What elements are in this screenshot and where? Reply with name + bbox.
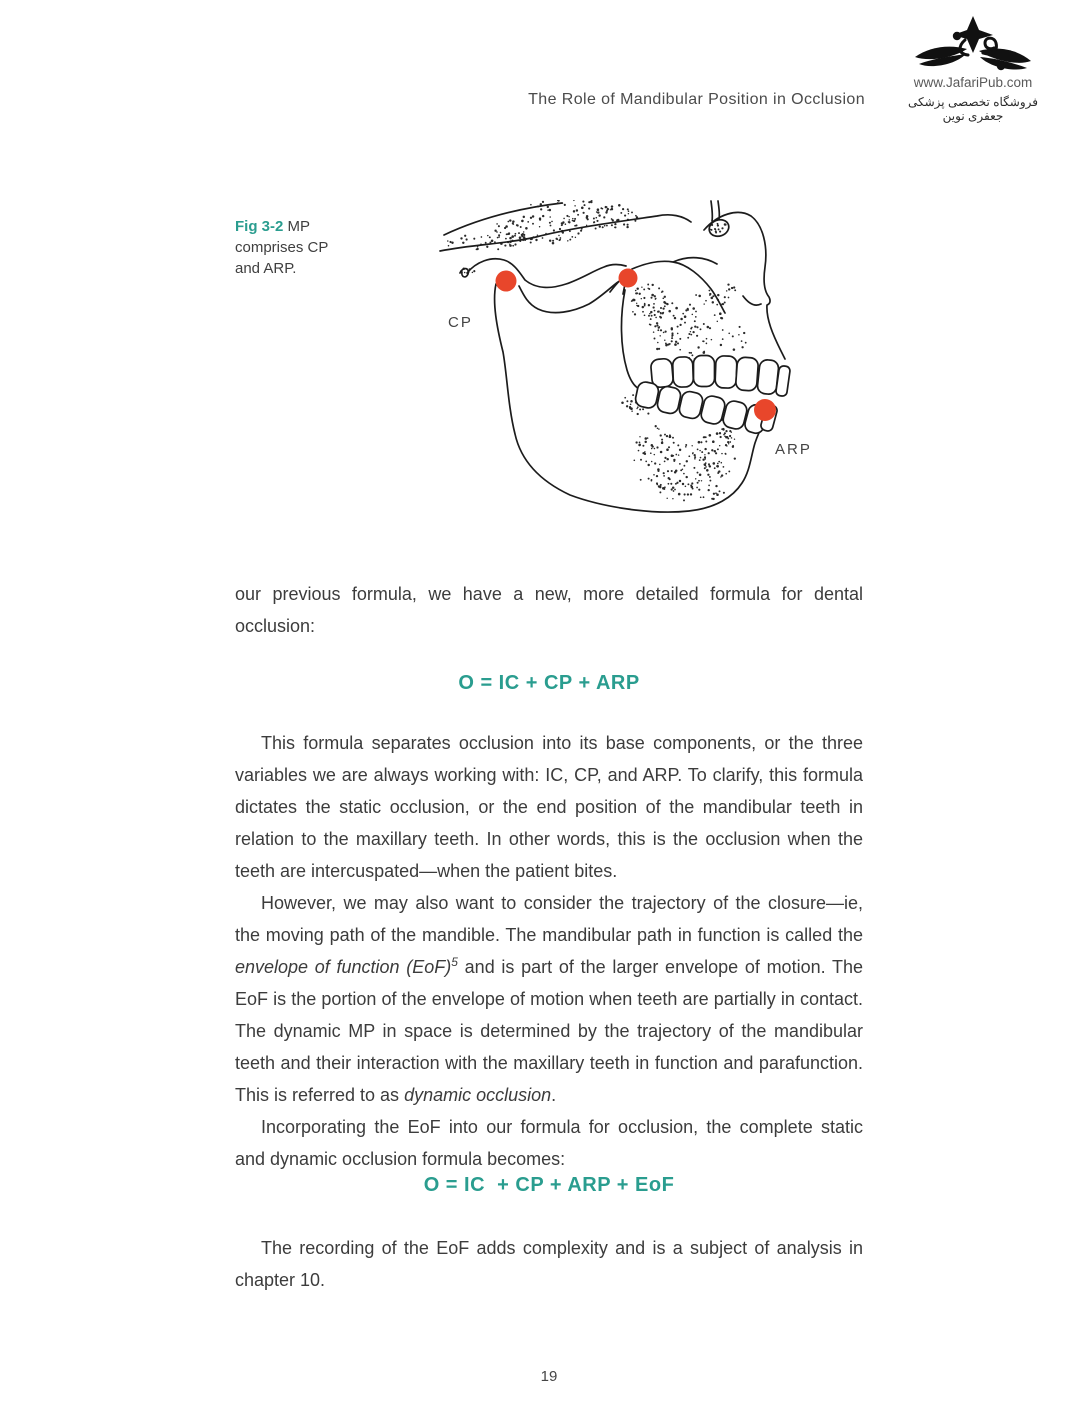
figure-caption xyxy=(235,216,355,279)
reference-superscript: 5 xyxy=(451,955,458,969)
formula-static-occlusion: O = IC + CP + ARP xyxy=(458,672,640,694)
arp-marker-dot xyxy=(754,399,776,421)
cp-label: CP xyxy=(448,314,473,331)
jafaripub-calligraphy-icon xyxy=(893,16,1053,74)
tooth-shape xyxy=(678,390,704,420)
tooth-shape xyxy=(715,356,737,389)
paragraph-trajectory: However, we may also want to consider the trajectory of the closure—ie, the moving path of the mandible. The mandibular path in function is called the envelope of function (EoF)$^5$ and is part of the larger envelope of motion. The EoF is the portion of the envelope of motion when teeth are partially in contact. The dynamic MP in space is determined by the trajectory of the mandibular teeth and their interaction with the maxillary teeth in function and parafunction. This is referred to as dynamic occlusion. xyxy=(235,893,863,1105)
tooth-shape xyxy=(672,357,693,388)
body-paragraphs xyxy=(235,727,863,1175)
eminence-marker-dot xyxy=(619,269,638,288)
envelope-of-function-term: envelope of function (EoF) xyxy=(235,957,452,977)
tooth-shape xyxy=(694,356,715,387)
tooth-shape xyxy=(656,385,682,415)
figure-caption-text: MP comprises CP and ARP. xyxy=(235,218,329,277)
page-number: 19 xyxy=(540,1368,558,1385)
tooth-shape xyxy=(634,381,660,410)
publisher-tagline: فروشگاه تخصصی پزشکی جعفری نوین xyxy=(908,95,1038,123)
cp-marker-dot xyxy=(496,271,517,292)
running-title: The Role of Mandibular Position in Occlusion xyxy=(528,91,865,108)
tooth-shape xyxy=(700,394,727,425)
paragraph-components: This formula separates occlusion into its base components, or the three variables we are always working with: IC, CP, and ARP. To clarify, this formula dictates the static occlusion, or the end position of the mandibular teeth in relation to the maxillary teeth. In other words, this is the occlusion when the teeth are intercuspated—when the patient bites. xyxy=(235,733,863,881)
paragraph-intro: our previous formula, we have a new, more detailed formula for dental occlusion: xyxy=(235,584,863,636)
formula-complete-occlusion: O = IC + CP + ARP + EoF xyxy=(423,1174,675,1196)
paragraph-incorporating: Incorporating the EoF into our formula for occlusion, the complete static and dynamic occlusion formula becomes: xyxy=(235,1117,863,1169)
publisher-logo xyxy=(893,16,1053,123)
temporal-section-outline xyxy=(707,217,731,239)
arp-label: ARP xyxy=(775,441,812,458)
publisher-url: www.JafariPub.com xyxy=(913,75,1033,90)
tooth-shape xyxy=(735,357,758,391)
paragraph-recording: The recording of the EoF adds complexity and is a subject of analysis in chapter 10. xyxy=(235,1238,863,1290)
dynamic-occlusion-term: dynamic occlusion xyxy=(404,1085,552,1105)
figure-caption-label: Fig 3-2 xyxy=(235,218,284,235)
mandible-diagram xyxy=(420,200,840,530)
